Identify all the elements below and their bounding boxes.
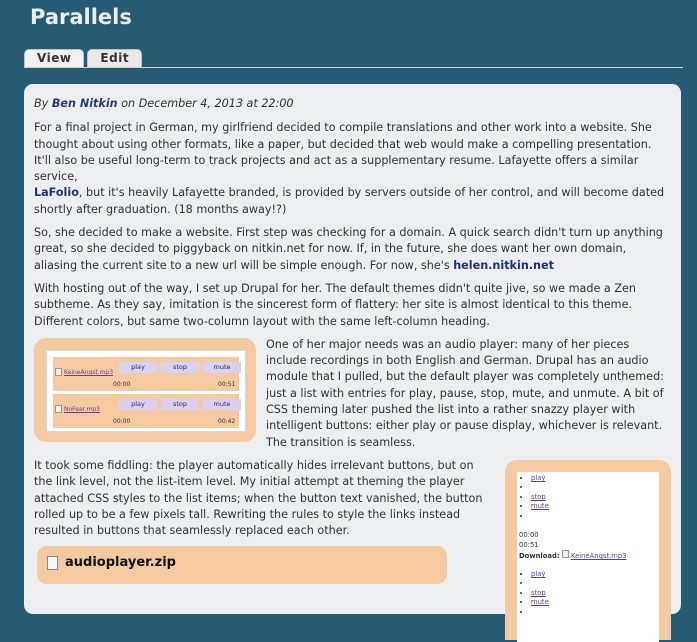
unstyled-stop-link[interactable]: stop [531,588,546,597]
download-label: Download: [519,552,560,561]
mini-player-file-name: KeineAngst.mp3 [64,368,114,376]
paragraph-2 [34,225,671,274]
paragraph-1-text-a: For a final project in German, my girlfriend decided to compile translations and other work into a website. She thought about using other formats, like a paper, but decided that web would make a compelling presentation. It'll also be useful long-term to track projects and act as a supplementary resume. Lafayette offers a similar service, [34,121,652,184]
byline-prefix: By [34,97,49,110]
styled-player-screenshot [34,338,256,442]
unstyled-player-list [517,570,659,618]
mini-time-start: 00:00 [113,417,131,425]
file-icon [562,550,569,558]
list-item [531,502,659,512]
paragraph-4: One of her major needs was an audio player: many of her pieces include recordings in both English and German. Drupal has an audio module that I pulled, but the default player was completely unthemed: just a list with entries for play, pause, stop, mute, and unmute. A bit of CSS theming later pushed the list into a rather snazzy player with intelligent buttons: either play or pause display, whichever is relevant. The transition is seamless. [266,337,664,449]
paragraph-2-text: So, she decided to make a website. First step was checking for a domain. A quick search didn't turn up anything great, so she decided to piggyback on nitkin.net for now. If, in the future, she does want her own domain, aliasing the current site to a new url will be simple enough. For now, she's [34,226,663,272]
byline-middle: on [121,97,136,110]
file-icon [47,556,58,570]
unstyled-play-link[interactable]: play [531,473,546,482]
list-item [531,608,659,618]
paragraph-1-text-b: , but it's heavily Lafayette branded, is provided by servers outside of her control, and will become dated shortly after graduation. (18 months away!?) [34,186,665,216]
tab-divider [24,67,683,68]
list-item [531,589,659,599]
list-item [531,483,659,493]
unstyled-stop-link[interactable]: stop [531,492,546,501]
download-link[interactable]: audioplayer.zip [65,555,176,571]
byline [34,96,671,112]
mini-player-row [53,357,239,391]
mini-stop-button[interactable]: stop [161,362,199,373]
paragraph-3: With hosting out of the way, I set up Drupal for her. The default themes didn't quite jive, so we made a Zen subtheme. As they say, imitation is the sincerest form of flattery: her site is almost identical to this theme. Different colors, but same two-column layout with the same left-column heading. [34,281,636,328]
mini-play-button[interactable]: play [119,362,157,373]
unstyled-play-link[interactable]: play [531,569,546,578]
mini-player-file-link[interactable] [55,402,100,418]
mini-time-end: 00:51 [218,380,236,388]
file-icon [55,368,62,376]
mini-player-row [53,394,239,428]
tab-view[interactable]: View [24,49,84,68]
unstyled-player-list [517,474,659,522]
author-link[interactable]: Ben Nitkin [51,97,118,110]
lafolio-link[interactable]: LaFolio [34,186,79,200]
download-attachment [37,546,447,584]
mini-player-file-link[interactable] [55,365,113,381]
mini-time-start: 00:00 [113,380,131,388]
list-item [531,474,659,484]
list-item [531,570,659,580]
mini-mute-button[interactable]: mute [203,399,241,410]
file-icon [55,405,62,413]
unstyled-download-link[interactable]: KeineAngst.mp3 [570,552,627,561]
unstyled-mute-link[interactable]: mute [531,502,549,511]
page-title: Parallels [30,5,132,29]
unstyled-time-start: 00:00 [519,531,539,540]
paragraph-1 [34,120,671,218]
unstyled-player [517,472,659,642]
article-content [34,96,671,640]
mini-player-file-name: NoFear.mp3 [64,405,100,413]
list-item [531,493,659,503]
unstyled-player-screenshot [505,460,671,640]
tab-edit[interactable]: Edit [87,49,142,68]
mini-player [46,350,246,432]
paragraph-5: It took some fiddling: the player automatically hides irrelevant buttons, but on the link level, not the list-item level. My initial attempt at theming the player attached CSS styles to the list items; when the button text vanished, the button rolled up to be a few pixels tall. Rewriting the rules to style the links instead resulted in buttons that seamlessly replaced each other. [34,458,483,538]
mini-play-button[interactable]: play [119,399,157,410]
list-item [531,579,659,589]
helen-site-link[interactable]: helen.nitkin.net [453,258,554,272]
article-card [24,84,681,614]
mini-time-end: 00:42 [218,417,236,425]
list-item [531,512,659,522]
post-date: December 4, 2013 at 22:00 [138,97,294,110]
tab-bar [24,49,142,68]
unstyled-mute-link[interactable]: mute [531,598,549,607]
mini-mute-button[interactable]: mute [203,362,241,373]
mini-stop-button[interactable]: stop [161,399,199,410]
unstyled-time-end: 00:51 [519,540,539,549]
unstyled-download-line [517,550,659,562]
